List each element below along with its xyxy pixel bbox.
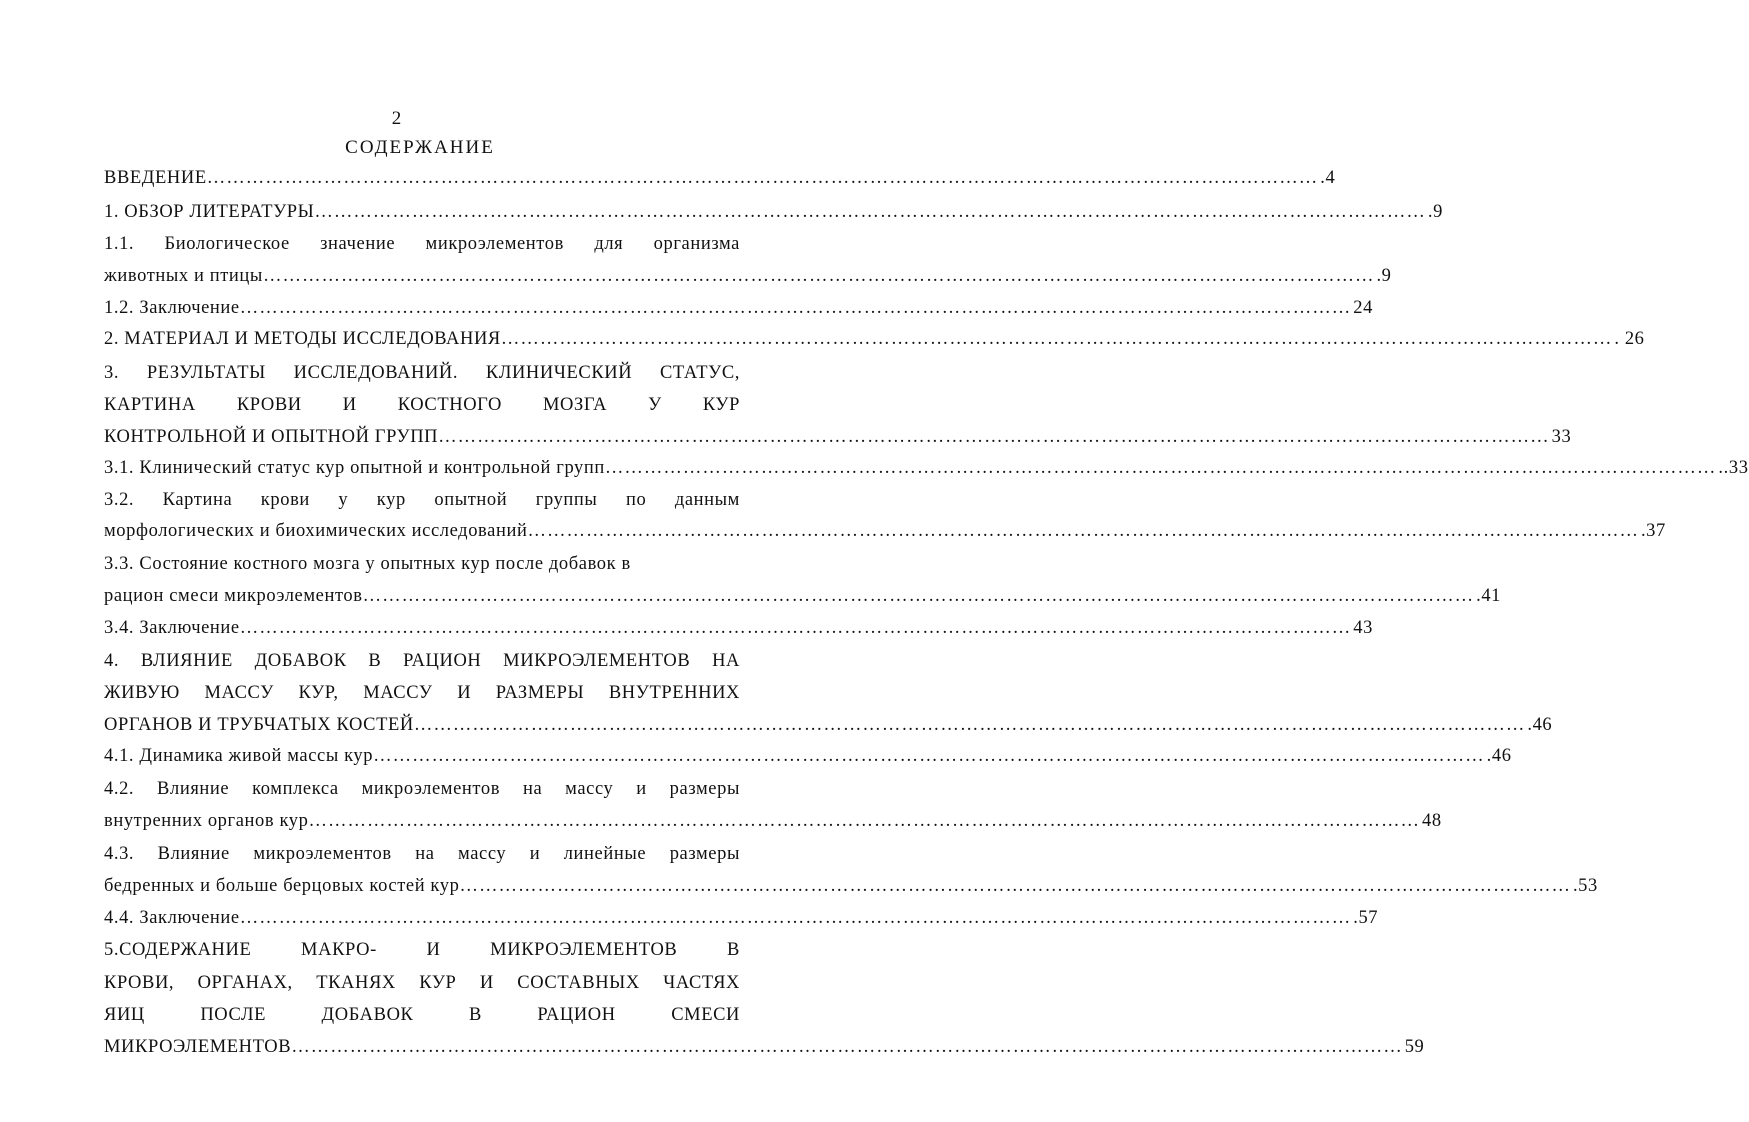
toc-entry-text: 3.1. Клинический статус кур опытной и контрольной групп (104, 458, 605, 478)
toc-entry (104, 326, 1645, 352)
toc-entry-page: .4 (1320, 168, 1336, 188)
toc-entry-page: 43 (1353, 618, 1373, 638)
toc-entry-text: животных и птицы (104, 266, 263, 286)
page-number: 2 (391, 108, 402, 129)
toc-title: СОДЕРЖАНИЕ (345, 137, 495, 158)
leader-dots: ……………………………………………………………………………………………………………………………………………………… (604, 458, 1717, 478)
toc-entry (104, 905, 1379, 931)
toc-entry-line: 3. РЕЗУЛЬТАТЫ ИССЛЕДОВАНИЙ. КЛИНИЧЕСКИЙ СТАТУС, (104, 363, 740, 383)
toc-entry (104, 455, 1749, 481)
toc-entry-text: 4.1. Динамика живой массы кур (104, 746, 374, 766)
leader-dots: ……………………………………………………………………………………………………………………………………………………… (291, 1037, 1403, 1057)
toc-entry-page: .9 (1376, 266, 1392, 286)
toc-entry (104, 518, 1666, 544)
leader-dots: ……………………………………………………………………………………………………………………………………………………… (308, 811, 1420, 831)
leader-dots: ……………………………………………………………………………………………………………………………………………………… (459, 876, 1571, 896)
toc-entry-text: КОНТРОЛЬНОЙ И ОПЫТНОЙ ГРУПП (104, 427, 439, 447)
toc-entry-page: .46 (1486, 746, 1512, 766)
toc-entry-page: 24 (1353, 298, 1373, 318)
toc-entry-text: МИКРОЭЛЕМЕНТОВ (104, 1037, 292, 1057)
toc-entry-text: 1.2. Заключение (104, 298, 240, 318)
toc-entry (104, 263, 1392, 289)
toc-entry-line: 4.3. Влияние микроэлементов на массу и линейные размеры (104, 844, 740, 864)
toc-entry-text: ВВЕДЕНИЕ (104, 168, 207, 188)
toc-entry-page: .37 (1640, 521, 1666, 541)
toc-entry-line: ЯИЦ ПОСЛЕ ДОБАВОК В РАЦИОН СМЕСИ (104, 1005, 740, 1025)
toc-entry-text: 2. МАТЕРИАЛ И МЕТОДЫ ИССЛЕДОВАНИЯ (104, 329, 501, 349)
leader-dots: ……………………………………………………………………………………………………………………………………………………… (362, 586, 1475, 606)
toc-entry-text: 3.4. Заключение (104, 618, 240, 638)
leader-dots: ……………………………………………………………………………………………………………………………………………………… (239, 618, 1352, 638)
toc-entry-page: 59 (1404, 1037, 1425, 1057)
leader-dots: ……………………………………………………………………………………………………………………………………………………… (413, 715, 1526, 735)
toc-entry (104, 1034, 1425, 1060)
toc-entry-line: 4. ВЛИЯНИЕ ДОБАВОК В РАЦИОН МИКРОЭЛЕМЕНТОВ НА (104, 651, 740, 671)
toc-entry-page: .9 (1427, 202, 1443, 222)
leader-dots: ……………………………………………………………………………………………………………………………………………………… (438, 427, 1550, 447)
toc-entry-text: ОРГАНОВ И ТРУБЧАТЫХ КОСТЕЙ (104, 715, 414, 735)
leader-dots: ……………………………………………………………………………………………………………………………………………………… (527, 521, 1639, 541)
toc-entry (104, 583, 1502, 609)
toc-entry-text: 1. ОБЗОР ЛИТЕРАТУРЫ (104, 202, 315, 222)
toc-entry (104, 615, 1373, 641)
toc-entry-page: .57 (1353, 908, 1379, 928)
toc-entry (104, 743, 1512, 769)
toc-entry-line: 5.СОДЕРЖАНИЕ МАКРО- И МИКРОЭЛЕМЕНТОВ В (104, 940, 740, 960)
toc-entry-text: бедренных и больше берцовых костей кур (104, 876, 460, 896)
toc-entry-page: 33 (1551, 427, 1572, 447)
toc-entry (104, 712, 1553, 738)
toc-entry-line: 3.3. Состояние костного мозга у опытных кур после добавок в (104, 554, 631, 574)
toc-entry-page: .53 (1572, 876, 1598, 896)
leader-dots: ……………………………………………………………………………………………………………………………………………………… (500, 329, 1613, 349)
toc-entry-line: 3.2. Картина крови у кур опытной группы по данным (104, 490, 740, 510)
toc-entry (104, 808, 1442, 834)
toc-entry-page: ..33 (1718, 458, 1749, 478)
toc-entry (104, 424, 1572, 450)
toc-entry-page: .46 (1527, 715, 1553, 735)
toc-entry (104, 295, 1373, 321)
toc-entry-line: 4.2. Влияние комплекса микроэлементов на массу и размеры (104, 779, 740, 799)
toc-entry (104, 199, 1443, 225)
toc-entry-text: рацион смеси микроэлементов (104, 586, 363, 606)
toc-entry-text: морфологических и биохимических исследований (104, 521, 528, 541)
leader-dots: ……………………………………………………………………………………………………………………………………………………… (314, 202, 1426, 222)
toc-entry-text: внутренних органов кур (104, 811, 309, 831)
toc-entry-page: 48 (1421, 811, 1442, 831)
toc-entry (104, 165, 1336, 191)
toc-entry-line: 1.1. Биологическое значение микроэлементов для организма (104, 234, 740, 254)
toc-entry-line: ЖИВУЮ МАССУ КУР, МАССУ И РАЗМЕРЫ ВНУТРЕННИХ (104, 683, 740, 703)
toc-entry-page: .41 (1476, 586, 1502, 606)
toc-entry-page: . 26 (1614, 329, 1645, 349)
leader-dots: ……………………………………………………………………………………………………………………………………………………… (239, 908, 1352, 928)
toc-entry-line: КАРТИНА КРОВИ И КОСТНОГО МОЗГА У КУР (104, 395, 740, 415)
leader-dots: ……………………………………………………………………………………………………………………………………………………… (262, 266, 1375, 286)
toc-entry (104, 873, 1598, 899)
toc-entry-text: 4.4. Заключение (104, 908, 240, 928)
leader-dots: ……………………………………………………………………………………………………………………………………………………… (373, 746, 1485, 766)
leader-dots: ……………………………………………………………………………………………………………………………………………………… (239, 298, 1352, 318)
toc-entry-line: КРОВИ, ОРГАНАХ, ТКАНЯХ КУР И СОСТАВНЫХ ЧАСТЯХ (104, 973, 740, 993)
leader-dots: ……………………………………………………………………………………………………………………………………………………… (206, 168, 1319, 188)
